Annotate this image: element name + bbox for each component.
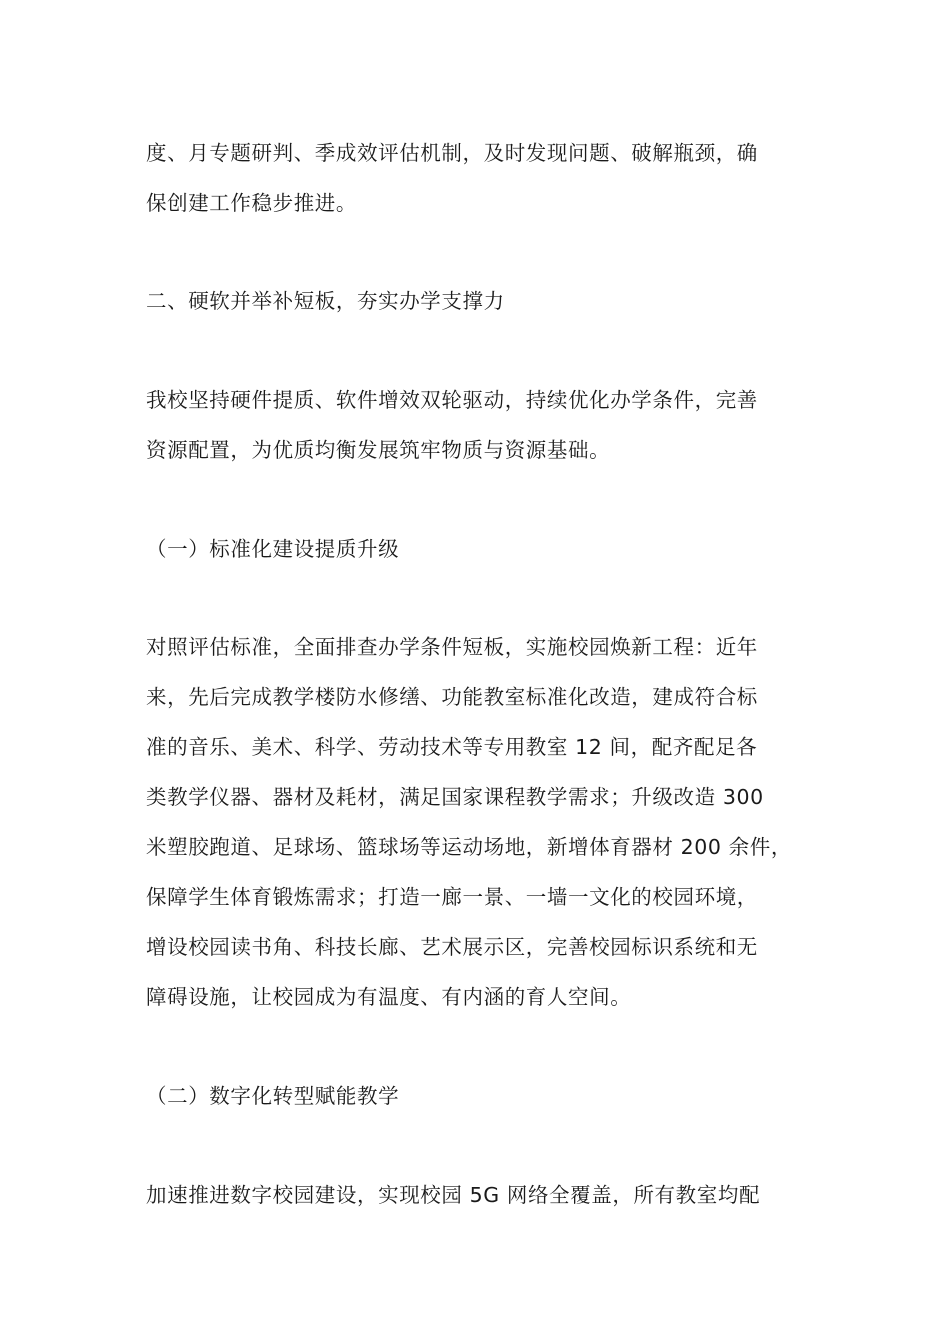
text-line: 增设校园读书角、科技长廊、艺术展示区，完善校园标识系统和无 — [146, 935, 758, 959]
paragraph-digital — [146, 1170, 818, 1220]
text-line: 度、月专题研判、季成效评估机制，及时发现问题、破解瓶颈，确 — [146, 141, 758, 165]
text-line: 米塑胶跑道、足球场、篮球场等运动场地，新增体育器材 200 余件， — [146, 835, 792, 859]
text-line: 保创建工作稳步推进。 — [146, 191, 357, 215]
section-heading-text: 二、硬软并举补短板，夯实办学支撑力 — [146, 289, 505, 313]
text-line: 来，先后完成教学楼防水修缮、功能教室标准化改造，建成符合标 — [146, 685, 758, 709]
subsection-heading-standardization — [146, 524, 818, 574]
text-line: 准的音乐、美术、科学、劳动技术等专用教室 12 间，配齐配足各 — [146, 735, 758, 759]
subsection-heading-text: （二）数字化转型赋能教学 — [146, 1084, 400, 1108]
text-line: 类教学仪器、器材及耗材，满足国家课程教学需求；升级改造 300 — [146, 785, 764, 809]
paragraph-intro — [146, 375, 818, 475]
text-line: 对照评估标准，全面排查办学条件短板，实施校园焕新工程：近年 — [146, 635, 758, 659]
subsection-heading-text: （一）标准化建设提质升级 — [146, 537, 400, 561]
paragraph-continuation — [146, 128, 818, 228]
text-line: 加速推进数字校园建设，实现校园 5G 网络全覆盖，所有教室均配 — [146, 1183, 761, 1207]
text-line: 障碍设施，让校园成为有温度、有内涵的育人空间。 — [146, 985, 632, 1009]
text-line: 我校坚持硬件提质、软件增效双轮驱动，持续优化办学条件，完善 — [146, 388, 758, 412]
text-line: 保障学生体育锻炼需求；打造一廊一景、一墙一文化的校园环境， — [146, 885, 758, 909]
text-line: 资源配置，为优质均衡发展筑牢物质与资源基础。 — [146, 438, 611, 462]
subsection-heading-digital — [146, 1071, 818, 1121]
paragraph-standardization — [146, 622, 818, 1022]
section-heading — [146, 276, 818, 326]
